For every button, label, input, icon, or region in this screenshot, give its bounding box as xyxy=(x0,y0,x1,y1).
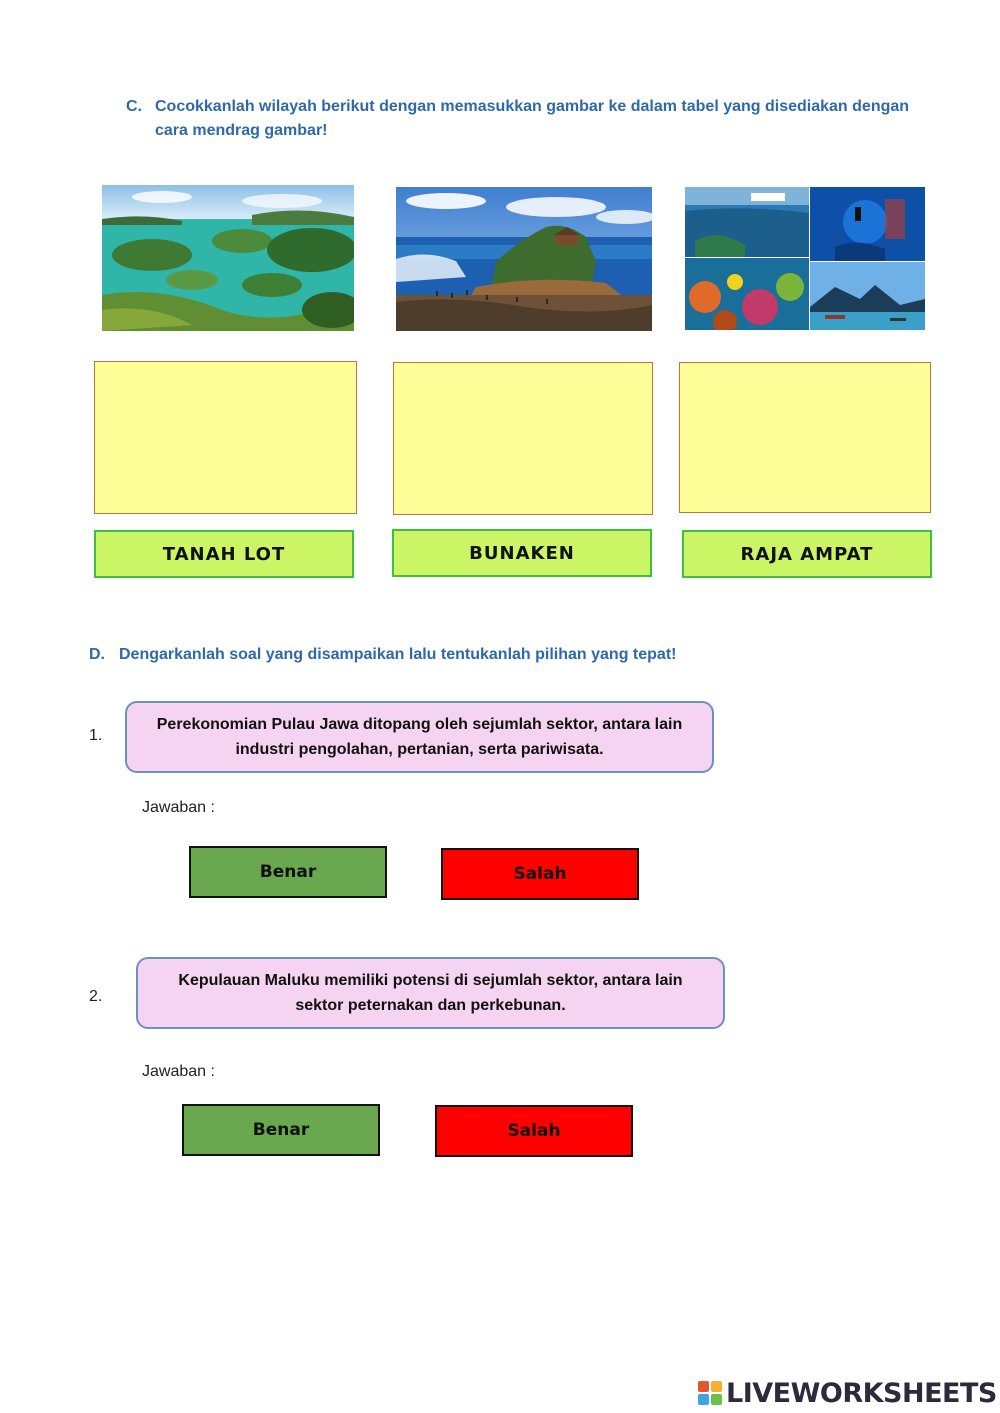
karst-islands-photo[interactable] xyxy=(102,185,354,331)
question-1-line1: Perekonomian Pulau Jawa ditopang oleh sejumlah sektor, antara lain xyxy=(156,716,683,733)
question-2-box xyxy=(136,957,725,1029)
question-2-line1: Kepulauan Maluku memiliki potensi di sejumlah sektor, antara lain xyxy=(178,972,683,989)
question-2-answer-label: Jawaban : xyxy=(142,1063,215,1080)
drop-zone-2[interactable] xyxy=(393,362,653,515)
drop-zone-1[interactable] xyxy=(94,361,357,514)
logo-text: LIVEWORKSHEETS xyxy=(726,1377,997,1409)
question-1-line2: industri pengolahan, pertanian, serta pariwisata. xyxy=(235,741,604,758)
question-1-box xyxy=(125,701,714,773)
question-1-benar-button[interactable]: Benar xyxy=(189,846,387,898)
temple-rock-photo[interactable] xyxy=(396,187,652,331)
question-2-benar-button[interactable]: Benar xyxy=(182,1104,380,1156)
section-d-instruction: Dengarkanlah soal yang disampaikan lalu tentukanlah pilihan yang tepat! xyxy=(119,646,677,663)
logo-grid-icon xyxy=(698,1381,722,1405)
section-c-heading xyxy=(126,95,926,147)
question-1-answer-label: Jawaban : xyxy=(142,799,215,816)
underwater-collage-photo[interactable] xyxy=(685,187,925,330)
question-2-number: 2. xyxy=(89,988,103,1005)
section-d-letter: D. xyxy=(89,646,105,663)
section-d-heading xyxy=(89,643,789,669)
section-c-instruction-line1: Cocokkanlah wilayah berikut dengan memasukkan gambar ke dalam tabel yang disediakan dengan xyxy=(155,98,910,115)
drop-zone-3[interactable] xyxy=(679,362,931,513)
question-1-number: 1. xyxy=(89,727,103,744)
liveworksheets-logo xyxy=(698,1376,997,1410)
label-tanah-lot: TANAH LOT xyxy=(94,530,354,578)
section-c-instruction-line2: cara mendrag gambar! xyxy=(155,122,328,139)
question-1-salah-button[interactable]: Salah xyxy=(441,848,639,900)
label-raja-ampat: RAJA AMPAT xyxy=(682,530,932,578)
question-2-line2: sektor peternakan dan perkebunan. xyxy=(295,997,566,1014)
question-2-salah-button[interactable]: Salah xyxy=(435,1105,633,1157)
label-bunaken: BUNAKEN xyxy=(392,529,652,577)
section-c-letter: C. xyxy=(126,98,142,115)
